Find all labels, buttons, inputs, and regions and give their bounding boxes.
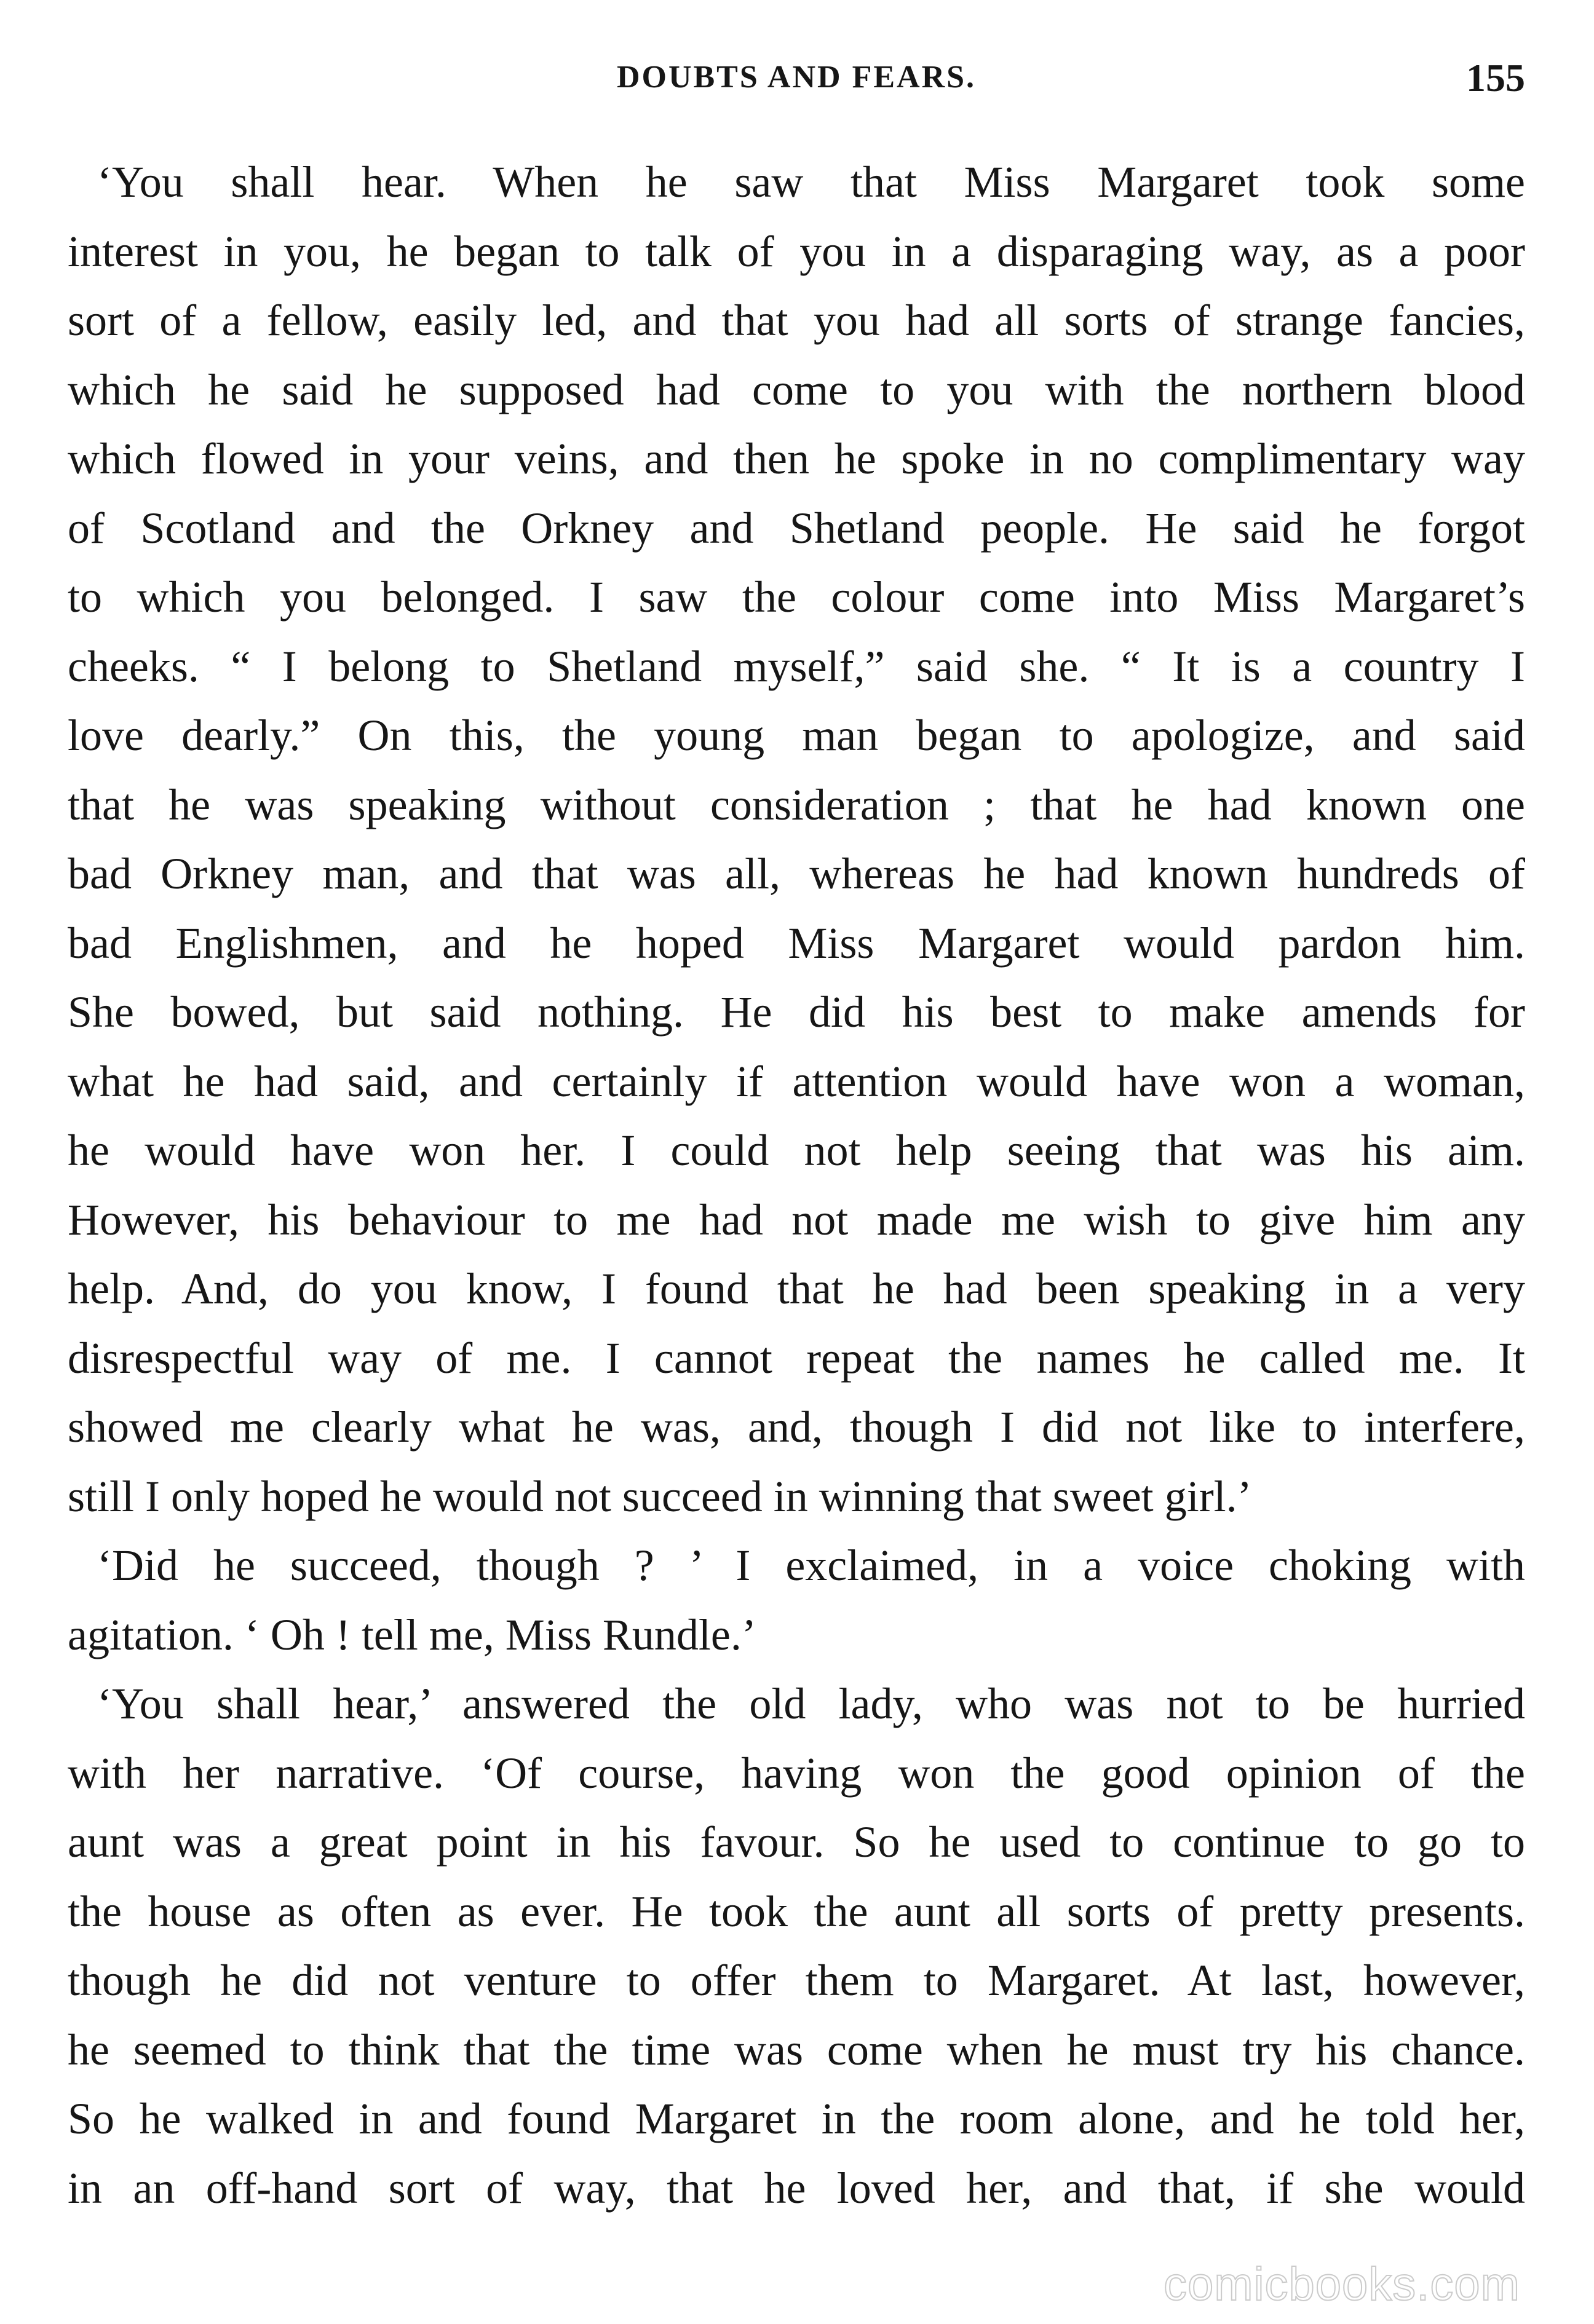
text-line: ‘Did he succeed, though ? ’ I exclaimed, in a voice choking with xyxy=(97,1541,1525,1590)
text-line: She bowed, but said nothing. He did his best to make amends for xyxy=(68,987,1525,1037)
text-line: which flowed in your veins, and then he spoke in no complimentary way xyxy=(68,434,1525,483)
text-line: So he walked in and found Margaret in the room alone, and he told her, xyxy=(68,2094,1525,2143)
page-header xyxy=(68,56,1525,114)
text-line: aunt was a great point in his favour. So he used to continue to go to xyxy=(68,1817,1525,1867)
text-line: he seemed to think that the time was come when he must try his chance. xyxy=(68,2025,1525,2074)
text-line: the house as often as ever. He took the aunt all sorts of pretty presents. xyxy=(68,1886,1525,1936)
text-line: to which you belonged. I saw the colour come into Miss Margaret’s xyxy=(68,572,1525,622)
text-line: agitation. ‘ Oh ! tell me, Miss Rundle.’ xyxy=(68,1610,756,1659)
running-title: DOUBTS AND FEARS. xyxy=(616,60,977,95)
text-line: what he had said, and certainly if attention would have won a woman, xyxy=(68,1056,1525,1106)
text-line: ‘You shall hear. When he saw that Miss Margaret took some xyxy=(97,157,1525,207)
text-line: showed me clearly what he was, and, though I did not like to interfere, xyxy=(68,1402,1525,1452)
text-line: bad Englishmen, and he hoped Miss Margaret would pardon him. xyxy=(68,918,1525,968)
text-line: love dearly.” On this, the young man began to apologize, and said xyxy=(68,711,1525,760)
text-line: sort of a fellow, easily led, and that you had all sorts of strange fancies, xyxy=(68,296,1525,345)
text-line: in an off-hand sort of way, that he loved her, and that, if she would xyxy=(68,2163,1525,2213)
watermark: comicbooks.com xyxy=(1164,2258,1520,2310)
text-line: cheeks. “ I belong to Shetland myself,” said she. “ It is a country I xyxy=(68,641,1525,691)
text-line: he would have won her. I could not help seeing that was his aim. xyxy=(68,1126,1525,1175)
text-line: bad Orkney man, and that was all, whereas he had known hundreds of xyxy=(68,849,1525,898)
text-line: though he did not venture to offer them to Margaret. At last, however, xyxy=(68,1956,1525,2005)
text-line: ‘You shall hear,’ answered the old lady, who was not to be hurried xyxy=(97,1679,1525,1728)
text-line: help. And, do you know, I found that he had been speaking in a very xyxy=(68,1264,1525,1313)
text-line: which he said he supposed had come to you with the northern blood xyxy=(68,365,1525,414)
text-line: of Scotland and the Orkney and Shetland people. He said he forgot xyxy=(68,503,1525,553)
page-number: 155 xyxy=(1466,56,1525,100)
text-line: interest in you, he began to talk of you in a disparaging way, as a poor xyxy=(68,226,1525,276)
body-text xyxy=(68,148,1525,2223)
text-line: However, his behaviour to me had not made me wish to give him any xyxy=(68,1195,1525,1244)
text-line: disrespectful way of me. I cannot repeat the names he called me. It xyxy=(68,1333,1525,1383)
text-line: still I only hoped he would not succeed in winning that sweet girl.’ xyxy=(68,1471,1252,1521)
text-line: with her narrative. ‘Of course, having won the good opinion of the xyxy=(68,1748,1525,1798)
text-line: that he was speaking without consideration ; that he had known one xyxy=(68,780,1525,829)
